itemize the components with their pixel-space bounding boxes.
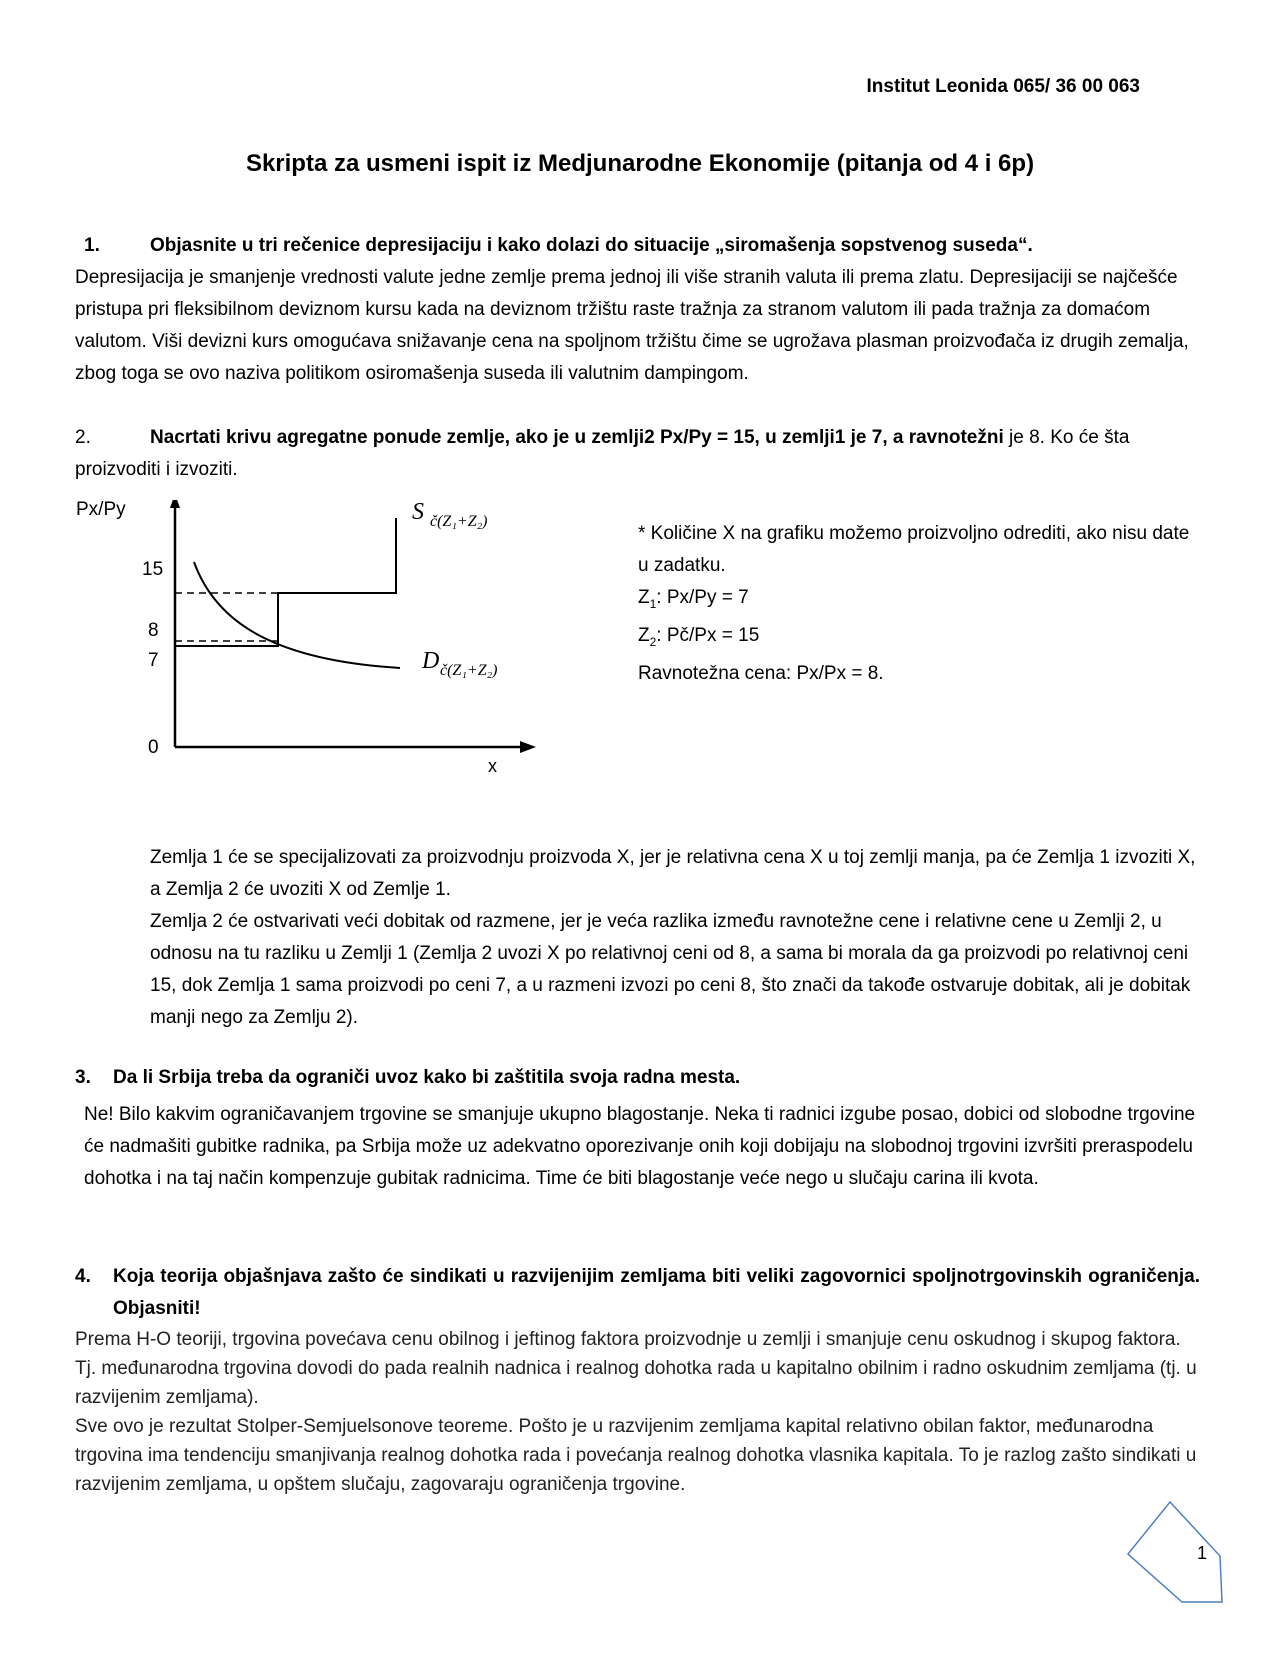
demand-curve-label-sub: č(Z₁+Z₂): [440, 662, 498, 679]
page-number-tab: [1120, 1498, 1236, 1608]
question-3-text: Da li Srbija treba da ograniči uvoz kako bi zaštitila svoja radna mesta.: [113, 1067, 741, 1088]
z1-prefix: Z: [638, 587, 650, 608]
supply-curve-label-sub: č(Z₁+Z₂): [430, 513, 488, 530]
question-4-number: 4.: [75, 1266, 91, 1287]
answer-3: Ne! Bilo kakvim ograničavanjem trgovine se smanjuje ukupno blagostanje. Neka ti radnici izgube posao, dobici od slobodne trgovine će nadmašiti gubitke radnika, pa Srbija može uz adekvatno oporezivanje onih koji dobijaju na slobodnoj trgovini izvršiti preraspodelu dohotka i na taj način kompenzuje gubitak radnicima. Time će biti blagostanje veće nego u slučaju carina ili kvota.: [84, 1104, 1196, 1189]
y-axis-arrow: [170, 500, 180, 508]
document-title: Skripta za usmeni ispit iz Medjunarodne Ekonomije (pitanja od 4 i 6p): [245, 150, 1035, 177]
z2-rest: : Pč/Px = 15: [656, 624, 760, 646]
chart-note-z2: [638, 620, 1198, 658]
question-3-number: 3.: [75, 1067, 91, 1088]
answer-2-paragraph-2: Zemlja 2 će ostvarivati veći dobitak od razmene, jer je veća razlika između ravnotežne cene i relativne cene u Zemlji 2, u odnosu na tu razliku u Zemlji 1 (Zemlja 2 uvozi X po relativnoj ceni od 8, a sama bi morala da ga proizvodi po relativnoj ceni 15, dok Zemlja 1 sama proizvodi po ceni 7, a u razmeni izvozi po ceni 8, što znači da takođe ostvaruje dobitak, ali je dobitak manji nego za Zemlju 2).: [150, 911, 1191, 1028]
chart-ylabel: Px/Py: [76, 500, 126, 520]
question-1: [84, 230, 1033, 262]
y-tick-label-7: 7: [148, 650, 159, 671]
z1-sub: 1: [649, 596, 657, 611]
answer-2: [150, 842, 1210, 1034]
y-tick-label-8: 8: [148, 620, 159, 641]
question-1-number: 1.: [84, 235, 100, 256]
chart-note-quantities: * Količine X na grafiku možemo proizvoljno odrediti, ako nisu date u zadatku.: [638, 523, 1190, 576]
y-tick-label-0: 0: [148, 737, 159, 758]
question-2: [75, 422, 1205, 486]
aggregate-supply-chart: [60, 500, 600, 820]
question-1-text: Objasnite u tri rečenice depresijaciju i kako dolazi do situacije „siromašenja sopstvenog suseda“.: [150, 235, 1033, 256]
page-tab-shape: [1128, 1502, 1222, 1602]
question-4: [75, 1261, 1200, 1325]
answer-2-paragraph-1: Zemlja 1 će se specijalizovati za proizvodnju proizvoda X, jer je relativna cena X u toj zemlji manja, pa će Zemlja 1 izvoziti X, a Zemlja 2 će uvoziti X od Zemlje 1.: [150, 847, 1196, 900]
question-2-number: 2.: [75, 427, 91, 448]
answer-1: Depresijacija je smanjenje vrednosti valute jedne zemlje prema jednoj ili više stranih valuta ili prema zlatu. Depresijaciji se najčešće pristupa pri fleksibilnom deviznom kursu kada na deviznom tržištu raste tražnja za stranom valutom ili pada tražnja za domaćom valutom. Viši devizni kurs omogućava snižavanje cena na spoljnom tržištu čime se ugrožava plasman proizvođača iz drugih zemalja, zbog toga se ovo naziva politikom osiromašenja suseda ili valutnim dampingom.: [75, 267, 1189, 384]
y-tick-label-15: 15: [142, 559, 164, 580]
document-header: Institut Leonida 065/ 36 00 063: [866, 76, 1140, 97]
question-2-text-rest: je 8. Ko će šta proizvoditi i izvoziti.: [75, 427, 1130, 480]
question-4-text: Koja teorija objašnjava zašto će sindikati u razvijenijim zemljama biti veliki zagovornici spoljnotrgovinskih ograničenja. Objasniti!: [113, 1266, 1200, 1319]
supply-curve: [175, 518, 396, 646]
answer-4-paragraph-2: Sve ovo je rezultat Stolper-Semjuelsonove teoreme. Pošto je u razvijenim zemljama kapital relativno obilan faktor, međunarodna trgovina ima tendenciju smanjivanja realnog dohotka rada i povećanja realnog dohotka vlasnika kapitala. To je razlog zašto sindikati u razvijenim zemljama, u opštem slučaju, zagovaraju ograničenja trgovine.: [75, 1416, 1197, 1495]
chart-note: [638, 518, 1198, 690]
chart-note-z1: [638, 582, 1198, 620]
answer-4: [75, 1325, 1205, 1499]
x-axis-arrow: [520, 741, 536, 753]
z2-sub: 2: [649, 634, 657, 649]
z2-prefix: Z: [638, 624, 650, 646]
page-number: 1: [1197, 1543, 1208, 1563]
demand-curve-label: D: [422, 648, 440, 674]
demand-curve: [194, 562, 400, 668]
x-axis-label: x: [488, 756, 497, 776]
question-3: [75, 1067, 740, 1089]
answer-4-paragraph-1: Prema H-O teoriji, trgovina povećava cenu obilnog i jeftinog faktora proizvodnje u zemlji i smanjuje cenu oskudnog i skupog faktora. Tj. međunarodna trgovina dovodi do pada realnih nadnica i realnog dohotka rada u kapitalno obilnim i radno oskudnim zemljama (tj. u razvijenim zemljama).: [75, 1329, 1197, 1408]
supply-curve-label: S: [412, 500, 424, 525]
z1-rest: : Px/Py = 7: [656, 587, 749, 608]
chart-note-equilibrium: Ravnotežna cena: Px/Px = 8.: [638, 662, 884, 684]
question-2-text-bold: Nacrtati krivu agregatne ponude zemlje, ako je u zemlji2 Px/Py = 15, u zemlji1 je 7, a ravnotežni: [150, 427, 1004, 448]
